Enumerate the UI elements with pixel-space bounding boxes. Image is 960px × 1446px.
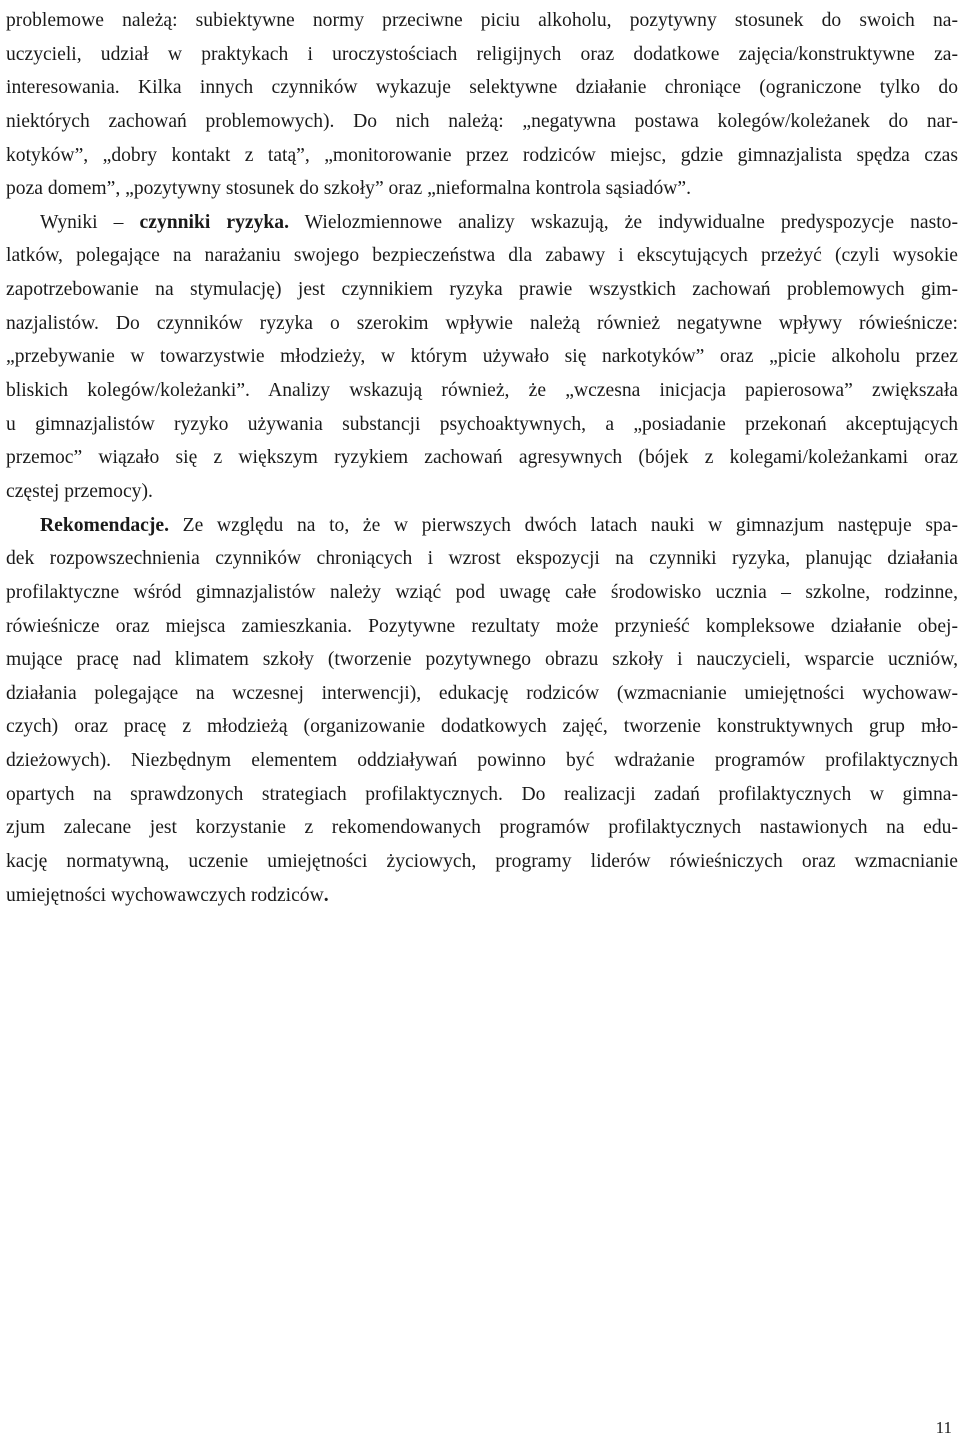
paragraph-protective-factors: [6, 4, 958, 206]
text-line: nazjalistów. Do czynników ryzyka o szerokim wpływie należą również negatywne wpływy rówieśnicze:: [6, 312, 958, 334]
text-line: czych) oraz pracę z młodzieżą (organizowanie dodatkowych zajęć, tworzenie konstruktywnych grup mło-: [6, 716, 958, 738]
text-line: opartych na sprawdzonych strategiach profilaktycznych. Do realizacji zadań profilaktycznych w gimna-: [6, 783, 958, 805]
text-line: [6, 206, 958, 240]
text-line: [6, 509, 958, 543]
section-lead: Wyniki –: [40, 211, 140, 233]
text-line: zjum zalecane jest korzystanie z rekomendowanych programów profilaktycznych nastawionych na edu-: [6, 817, 958, 839]
text-line: zapotrzebowanie na stymulację) jest czynnikiem ryzyka prawie wszystkich zachowań problemowych gim-: [6, 279, 958, 301]
text-line: profilaktyczne wśród gimnazjalistów należy wziąć pod uwagę całe środowisko ucznia – szkolne, rodzinne,: [6, 581, 958, 603]
text-fragment: .: [323, 884, 329, 906]
text-line: częstej przemocy).: [6, 480, 153, 502]
text-fragment: Ze względu na to, że w pierwszych dwóch latach nauki w gimnazjum następuje spa-: [168, 514, 958, 536]
paragraph-risk-factors: [6, 206, 958, 509]
text-line: latków, polegające na narażaniu swojego bezpieczeństwa dla zabawy i ekscytujących przeżyć (czyli wysokie: [6, 245, 958, 267]
text-line: mujące pracę nad klimatem szkoły (tworzenie pozytywnego obrazu szkoły i nauczycieli, wsparcie uczniów,: [6, 649, 958, 671]
paragraph-recommendations: [6, 509, 958, 913]
text-line: rówieśnicze oraz miejsca zamieszkania. Pozytywne rezultaty może przynieść kompleksowe działanie obej-: [6, 615, 958, 637]
text-fragment: umiejętności wychowawczych rodziców: [6, 884, 324, 906]
text-line: przemoc” wiązało się z większym ryzykiem zachowań agresywnych (bójek z kolegami/koleżankami oraz: [6, 447, 958, 469]
text-line: bliskich kolegów/koleżanki”. Analizy wskazują również, że „wczesna inicjacja papierosowa” zwiększała: [6, 380, 958, 402]
text-fragment: Wielozmiennowe analizy wskazują, że indywidualne predyspozycje nasto-: [288, 211, 958, 233]
text-line: interesowania. Kilka innych czynników wykazuje selektywne działanie chroniące (ograniczone tylko do: [6, 77, 958, 99]
text-line: u gimnazjalistów ryzyko używania substancji psychoaktywnych, a „posiadanie przekonań akceptujących: [6, 413, 958, 435]
page-number: 11: [935, 1418, 952, 1437]
text-line: kotyków”, „dobry kontakt z tatą”, „monitorowanie przez rodziców miejsc, gdzie gimnazjalista spędza czas: [6, 144, 958, 166]
section-heading-recommendations: Rekomendacje.: [40, 514, 169, 536]
document-page: [6, 0, 958, 912]
text-line: uczycieli, udział w praktykach i uroczystościach religijnych oraz dodatkowe zajęcia/konstruktywne za-: [6, 43, 958, 65]
text-line: działania polegające na wczesnej interwencji), edukację rodziców (wzmacnianie umiejętności wychowaw-: [6, 682, 958, 704]
text-line: poza domem”, „pozytywny stosunek do szkoły” oraz „nieformalna kontrola sąsiadów”.: [6, 178, 692, 200]
text-line: [6, 879, 958, 913]
section-heading-risk-factors: czynniki ryzyka.: [139, 211, 289, 233]
text-line: niektórych zachowań problemowych). Do nich należą: „negatywna postawa kolegów/koleżanek do nar-: [6, 110, 958, 132]
text-line: dzieżowych). Niezbędnym elementem oddziaływań powinno być wdrażanie programów profilaktycznych: [6, 750, 958, 772]
text-line: „przebywanie w towarzystwie młodzieży, w którym używało się narkotyków” oraz „picie alkoholu przez: [6, 346, 958, 368]
text-line: kację normatywną, uczenie umiejętności życiowych, programy liderów rówieśniczych oraz wzmacnianie: [6, 851, 958, 873]
text-line: problemowe należą: subiektywne normy przeciwne piciu alkoholu, pozytywny stosunek do swoich na-: [6, 10, 958, 31]
text-line: dek rozpowszechnienia czynników chroniących i wzrost ekspozycji na czynniki ryzyka, planując działania: [6, 548, 958, 570]
